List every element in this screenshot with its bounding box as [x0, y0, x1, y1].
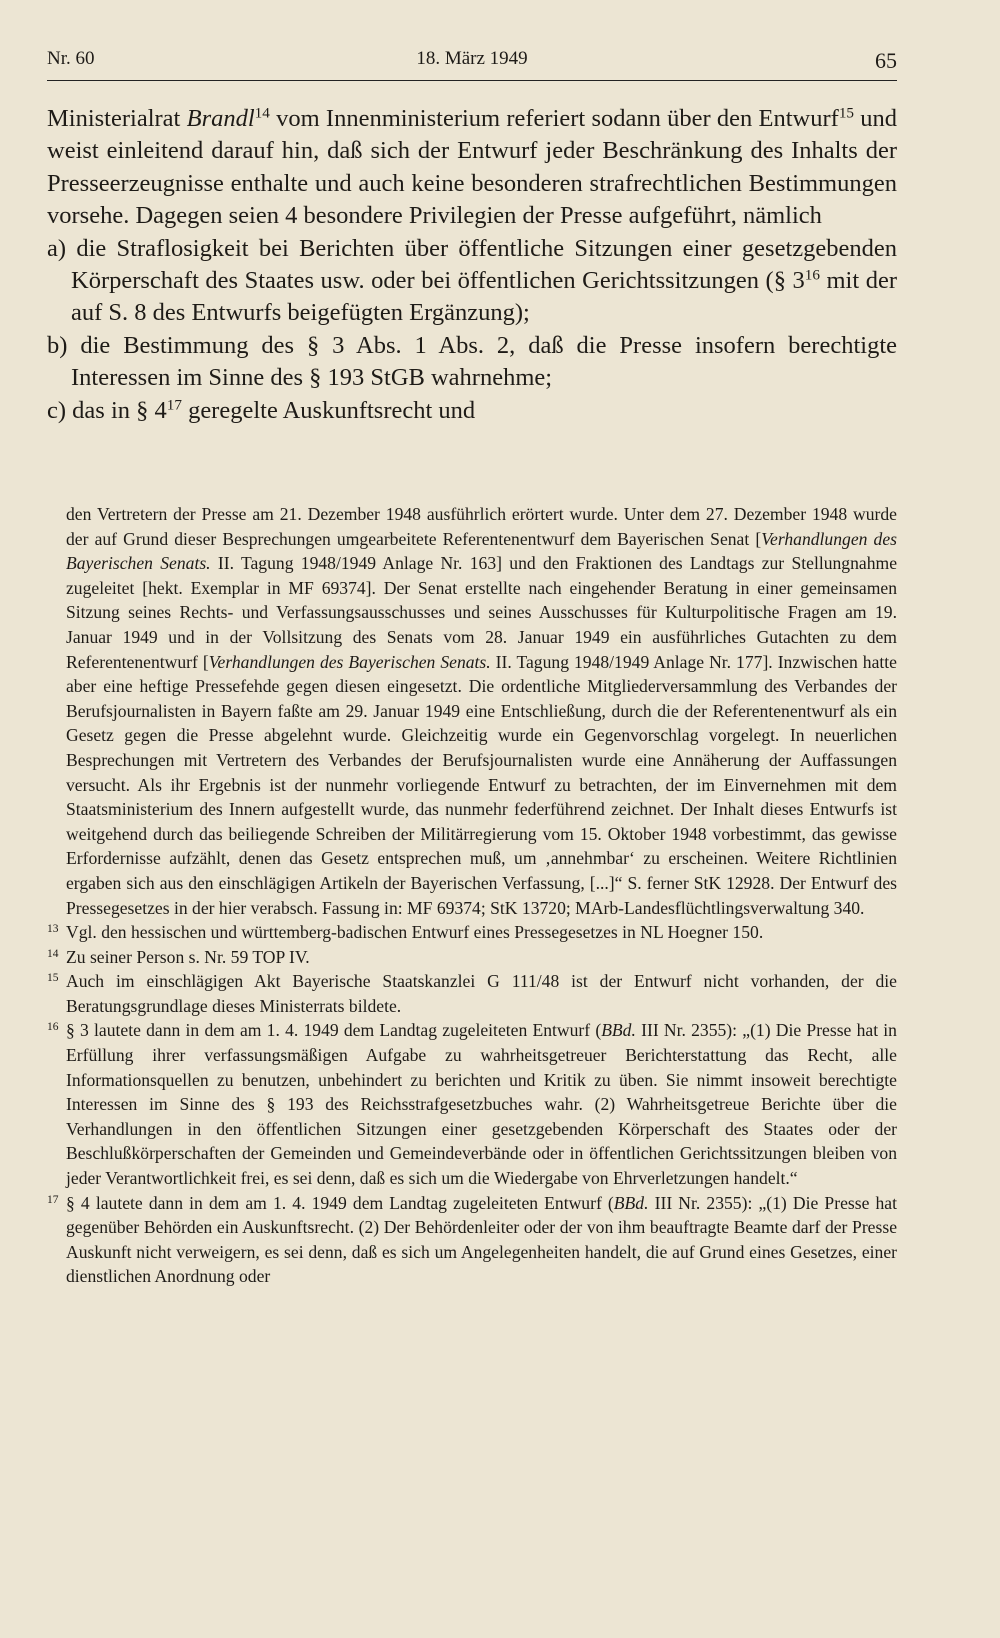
footnote-13: 13 Vgl. den hessischen und württemberg-badischen Entwurf eines Pressegesetzes in NL Hoegner 150.	[47, 920, 897, 945]
header-rule	[47, 80, 897, 81]
person-name: Brandl	[186, 105, 255, 132]
footnote-17: 17 § 4 lautete dann in dem am 1. 4. 1949 dem Landtag zugeleiteten Entwurf (BBd. III Nr. 2355): „(1) Die Presse hat gegenüber Behörden ein Auskunftsrecht. (2) Der Behördenleiter oder der von ihm beauftragte Beamte darf der Presse Auskunft nicht verweigern, es sei denn, daß es sich um Angelegenheiten handelt, die auf Grund eines Gesetzes, einer dienstlichen Anordnung oder	[47, 1191, 897, 1289]
list-item-a: a) die Straflosigkeit bei Berichten über öffentliche Sitzungen einer gesetzgebenden Körperschaft des Staates usw. oder bei öffentlichen Gerichtssitzungen (§ $3^{16}$ mit der auf S. 8 des Entwurfs beigefügten Ergänzung);	[47, 234, 897, 327]
footnotes	[47, 502, 897, 1289]
footnote-number: 17	[47, 1193, 59, 1206]
header-date: 18. März 1949	[416, 48, 528, 69]
footnote-number: 14	[47, 947, 59, 960]
footnote-ref: 17	[166, 396, 182, 414]
footnote-16: 16 § 3 lautete dann in dem am 1. 4. 1949 dem Landtag zugeleiteten Entwurf (BBd. III Nr. 2355): „(1) Die Presse hat in Erfüllung ihrer verfassungsmäßigen Aufgabe zu wahrheitsgetreuer Berichterstattung das Recht, alle Informationsquellen zu benutzen, unbehindert zu berichten und Kritik zu üben. Sie nimmt insoweit berechtigte Interessen im Sinne des § 193 des Reichsstrafgesetzbuches wahr. (2) Wahrheitsgetreue Berichte über die Verhandlungen in den öffentlichen Sitzungen einer gesetzgebenden Körperschaft des Staates oder der Beschlußkörperschaften der Gemeinden und Gemeindeverbände oder in öffentlichen Gerichtssitzungen bleiben von jeder Verantwortlichkeit frei, es sei denn, daß es sich um die Wiedergabe von Ehrverletzungen handelt.“	[47, 1018, 897, 1190]
page-header	[47, 38, 897, 78]
footnote-15: 15 Auch im einschlägigen Akt Bayerische Staatskanzlei G 111/48 ist der Entwurf nicht vorhanden, der die Beratungsgrundlage dieses Ministerrats bildete.	[47, 969, 897, 1018]
main-text	[47, 103, 897, 427]
list-item-c: c) das in § $4^{17}$ geregelte Auskunftsrecht und	[47, 396, 476, 424]
footnote-number: 15	[47, 972, 59, 985]
list-item-b: b) die Bestimmung des § 3 Abs. 1 Abs. 2, daß die Presse insofern berechtigte Interessen im Sinne des § 193 StGB wahrnehme;	[47, 331, 897, 392]
footnote-ref: 14	[254, 104, 270, 122]
footnote-ref: 15	[838, 104, 855, 122]
main-paragraph: Ministerialrat Brandl$^{14}$ vom Innenministerium referiert sodann über den Entwurf$^{15}$ und weist einleitend darauf hin, daß sich der Entwurf jeder Beschränkung des Inhalts der Presseerzeugnisse enthalte und auch keine besonderen strafrechtlichen Bestimmungen vorsehe. Dagegen seien 4 besondere Privilegien der Presse aufgeführt, nämlich	[47, 104, 898, 230]
footnote-continuation: den Vertretern der Presse am 21. Dezember 1948 ausführlich erörtert wurde. Unter dem 27. Dezember 1948 wurde der auf Grund dieser Besprechungen umgearbeitete Referentenentwurf dem Bayerischen Senat [Verhandlungen des Bayerischen Senats. II. Tagung 1948/1949 Anlage Nr. 163] und den Fraktionen des Landtags zur Stellungnahme zugeleitet [hekt. Exemplar in MF 69374]. Der Senat erstellte nach eingehender Beratung in einer gemeinsamen Sitzung seines Rechts- und Verfassungsausschusses und seines Ausschusses für Kulturpolitische Fragen am 19. Januar 1949 und in der Vollsitzung des Senats vom 28. Januar 1949 ein ausführliches Gutachten zu dem Referentenentwurf [Verhandlungen des Bayerischen Senats. II. Tagung 1948/1949 Anlage Nr. 177]. Inzwischen hatte aber eine heftige Pressefehde gegen diesen eingesetzt. Die ordentliche Mitgliederversammlung des Verbandes der Berufsjournalisten in Bayern faßte am 29. Januar 1949 eine Entschließung, durch die der Referentenentwurf als ein Gesetz gegen die Presse abgelehnt wurde. Gleichzeitig wurde ein Gegenvorschlag vorgelegt. In neuerlichen Besprechungen mit Vertretern des Verbandes der Berufsjournalisten wurde eine Annäherung der Auffassungen versucht. Als ihr Ergebnis ist der nunmehr vorliegende Entwurf zu betrachten, der im Einvernehmen mit dem Staatsministerium des Innern aufgestellt wurde, das nunmehr federführend zeichnet. Der Inhalt dieses Entwurfs ist weitgehend durch das beiliegende Schreiben der Militärregierung vom 15. Oktober 1948 vorbestimmt, das gewisse Erfordernisse aufzählt, denen das Gesetz entsprechen muß, um ‚annehmbar‘ zu erscheinen. Weitere Richtlinien ergaben sich aus den einschlägigen Artikeln der Bayerischen Verfassung, [...]“ S. ferner StK 12928. Der Entwurf des Pressegesetzes in der hier verabsch. Fassung in: MF 69374; StK 13720; MArb-Landesflüchtlingsverwaltung 340.	[66, 504, 898, 918]
document-number: Nr. 60	[47, 48, 95, 69]
footnote-number: 13	[47, 923, 59, 936]
page-number: 65	[875, 48, 897, 73]
footnote-number: 16	[47, 1021, 59, 1034]
footnote-14: 14 Zu seiner Person s. Nr. 59 TOP IV.	[47, 945, 897, 970]
footnote-ref: 16	[804, 266, 820, 284]
